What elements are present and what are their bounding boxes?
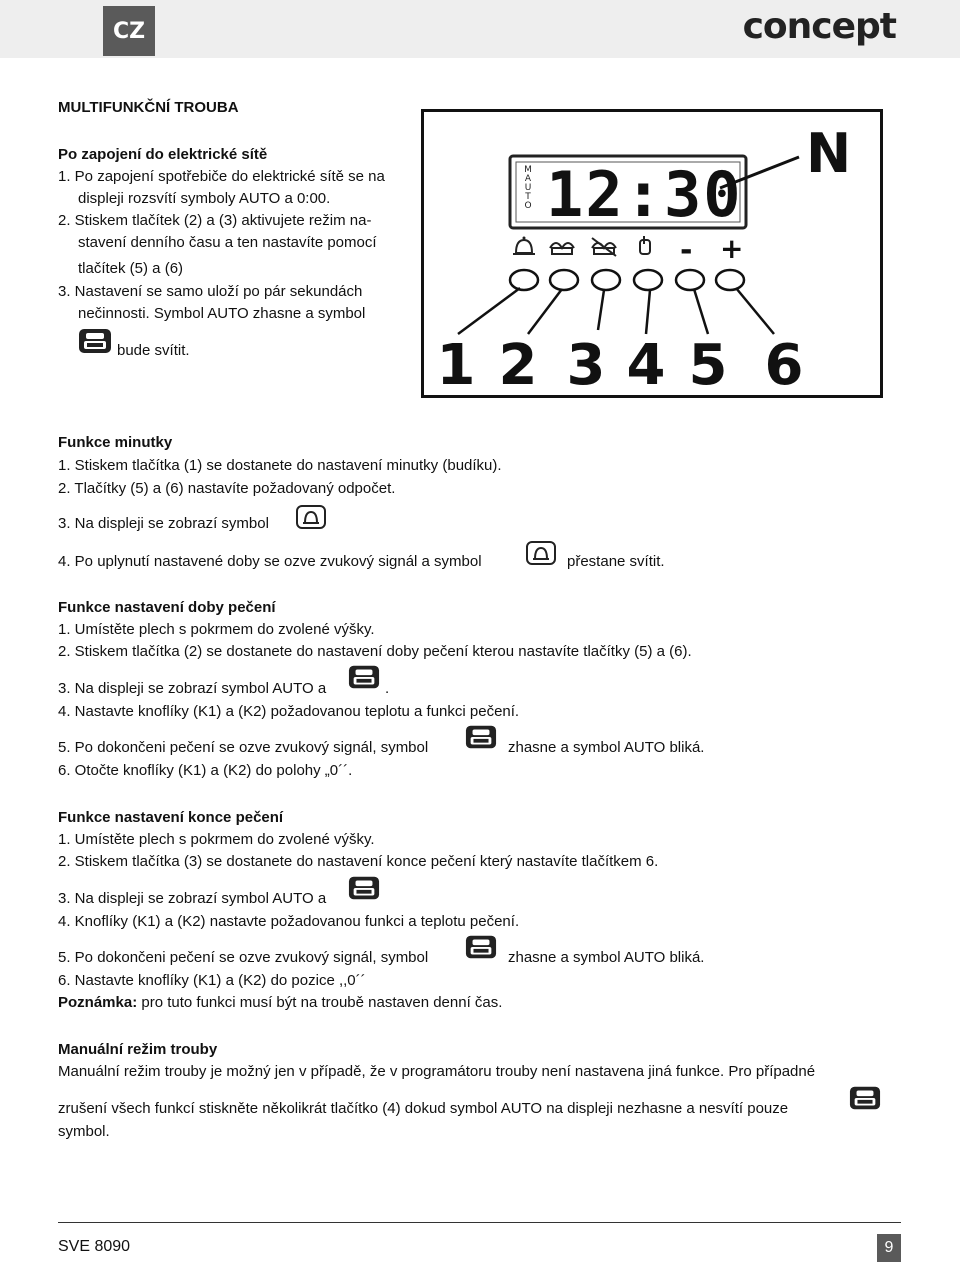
minutka-line: 2. Tlačítky (5) a (6) nastavíte požadovaný odpočet. [58, 480, 396, 497]
doba-line: 3. Na displeji se zobrazí symbol AUTO a [58, 680, 327, 697]
konec-line: 1. Umístěte plech s pokrmem do zvolené výšky. [58, 831, 375, 848]
doba-heading: Funkce nastavení doby pečení [58, 599, 276, 616]
page-number: 9 [877, 1234, 901, 1262]
note-text: pro tuto funkci musí být na troubě nastaven denní čas. [137, 994, 503, 1011]
button-number-5: 5 [688, 333, 728, 395]
doba-line: 5. Po dokončeni pečení se ozve zvukový signál, symbol [58, 739, 429, 756]
intro-heading: Po zapojení do elektrické sítě [58, 146, 268, 163]
button-5 [676, 270, 704, 290]
konec-line: 6. Nastavte knoflíky (K1) a (K2) do pozice ,,0´´ [58, 972, 366, 989]
button-number-3: 3 [566, 333, 606, 395]
doba-line: 6. Otočte knoflíky (K1) a (K2) do polohy „0´´. [58, 762, 353, 779]
oven-auto-icon [465, 934, 497, 960]
n-label: N [806, 122, 852, 185]
konec-line: 3. Na displeji se zobrazí symbol AUTO a [58, 890, 327, 907]
konec-note [58, 992, 502, 1014]
manual-hand-icon [640, 236, 650, 254]
intro-line: stavení denního času a ten nastavíte pomocí [78, 234, 377, 251]
plus-label: + [720, 232, 744, 265]
intro-line: displeji rozsvítí symboly AUTO a 0:00. [78, 190, 331, 207]
button-3 [592, 270, 620, 290]
oven-auto-icon [465, 724, 497, 750]
bell-icon [513, 237, 535, 255]
doba-line: 1. Umístěte plech s pokrmem do zvolené výšky. [58, 621, 375, 638]
manual-line: Manuální režim trouby je možný jen v případě, že v programátoru trouby není nastavena jiná funkce. Pro případné [58, 1063, 816, 1080]
doba-line: 2. Stiskem tlačítka (2) se dostanete do nastavení doby pečení kterou nastavíte tlačítky (5) a (6). [58, 643, 692, 660]
button-number-6: 6 [764, 333, 804, 395]
bell-icon [526, 541, 556, 565]
button-2 [550, 270, 578, 290]
control-panel-diagram [421, 109, 883, 398]
intro-line: 3. Nastavení se samo uloží po pár sekundách [58, 283, 363, 300]
konec-line: 5. Po dokončeni pečení se ozve zvukový signál, symbol [58, 949, 429, 966]
intro-line: bude svítit. [117, 342, 190, 359]
intro-line: 1. Po zapojení spotřebiče do elektrické sítě se na [58, 168, 385, 185]
display-side-label: M A U T O [524, 165, 532, 211]
language-badge: CZ [103, 6, 155, 56]
minutka-line: přestane svítit. [567, 553, 665, 570]
intro-line: nečinnosti. Symbol AUTO zhasne a symbol [78, 305, 366, 322]
page-title: MULTIFUNKČNÍ TROUBA [58, 99, 239, 116]
minutka-heading: Funkce minutky [58, 434, 173, 451]
control-panel-drawing [424, 112, 880, 395]
minutka-line: 4. Po uplynutí nastavené doby se ozve zvukový signál a symbol [58, 553, 482, 570]
intro-line: 2. Stiskem tlačítek (2) a (3) aktivujete režim na- [58, 212, 372, 229]
minus-label: - [680, 233, 693, 268]
manual-line: symbol. [58, 1123, 110, 1140]
cooking-end-icon [592, 238, 616, 256]
button-6 [716, 270, 744, 290]
konec-line: zhasne a symbol AUTO bliká. [508, 949, 705, 966]
oven-auto-icon [78, 328, 112, 354]
doba-line: zhasne a symbol AUTO bliká. [508, 739, 705, 756]
footer-divider [58, 1222, 901, 1223]
oven-auto-icon [348, 664, 380, 690]
oven-auto-icon [348, 875, 380, 901]
konec-line: 2. Stiskem tlačítka (3) se dostanete do nastavení konce pečení který nastavíte tlačítkem 6. [58, 853, 659, 870]
note-label: Poznámka: [58, 994, 138, 1011]
doba-line: 4. Nastavte knoflíky (K1) a (K2) požadovanou teplotu a funkci pečení. [58, 703, 520, 720]
oven-auto-icon [849, 1085, 881, 1111]
bell-icon [296, 505, 326, 529]
button-number-4: 4 [626, 333, 666, 395]
konec-heading: Funkce nastavení konce pečení [58, 809, 284, 826]
button-4 [634, 270, 662, 290]
minutka-line: 3. Na displeji se zobrazí symbol [58, 515, 269, 532]
konec-line: 4. Knoflíky (K1) a (K2) nastavte požadovanou funkci a teplotu pečení. [58, 913, 520, 930]
minutka-line: 1. Stiskem tlačítka (1) se dostanete do nastavení minutky (budíku). [58, 457, 502, 474]
cooking-time-icon [550, 243, 574, 254]
display-time: 12:30 [546, 158, 743, 231]
doba-line: . [385, 680, 390, 697]
brand-logo: concept [742, 6, 896, 47]
button-number-1: 1 [436, 333, 476, 395]
model-number: SVE 8090 [58, 1238, 131, 1255]
button-1 [510, 270, 538, 290]
intro-line: tlačítek (5) a (6) [78, 260, 184, 277]
button-number-2: 2 [498, 333, 538, 395]
manual-line: zrušení všech funkcí stiskněte několikrát tlačítko (4) dokud symbol AUTO na displeji nezhasne a nesvítí pouze [58, 1100, 789, 1117]
manual-heading: Manuální režim trouby [58, 1041, 218, 1058]
